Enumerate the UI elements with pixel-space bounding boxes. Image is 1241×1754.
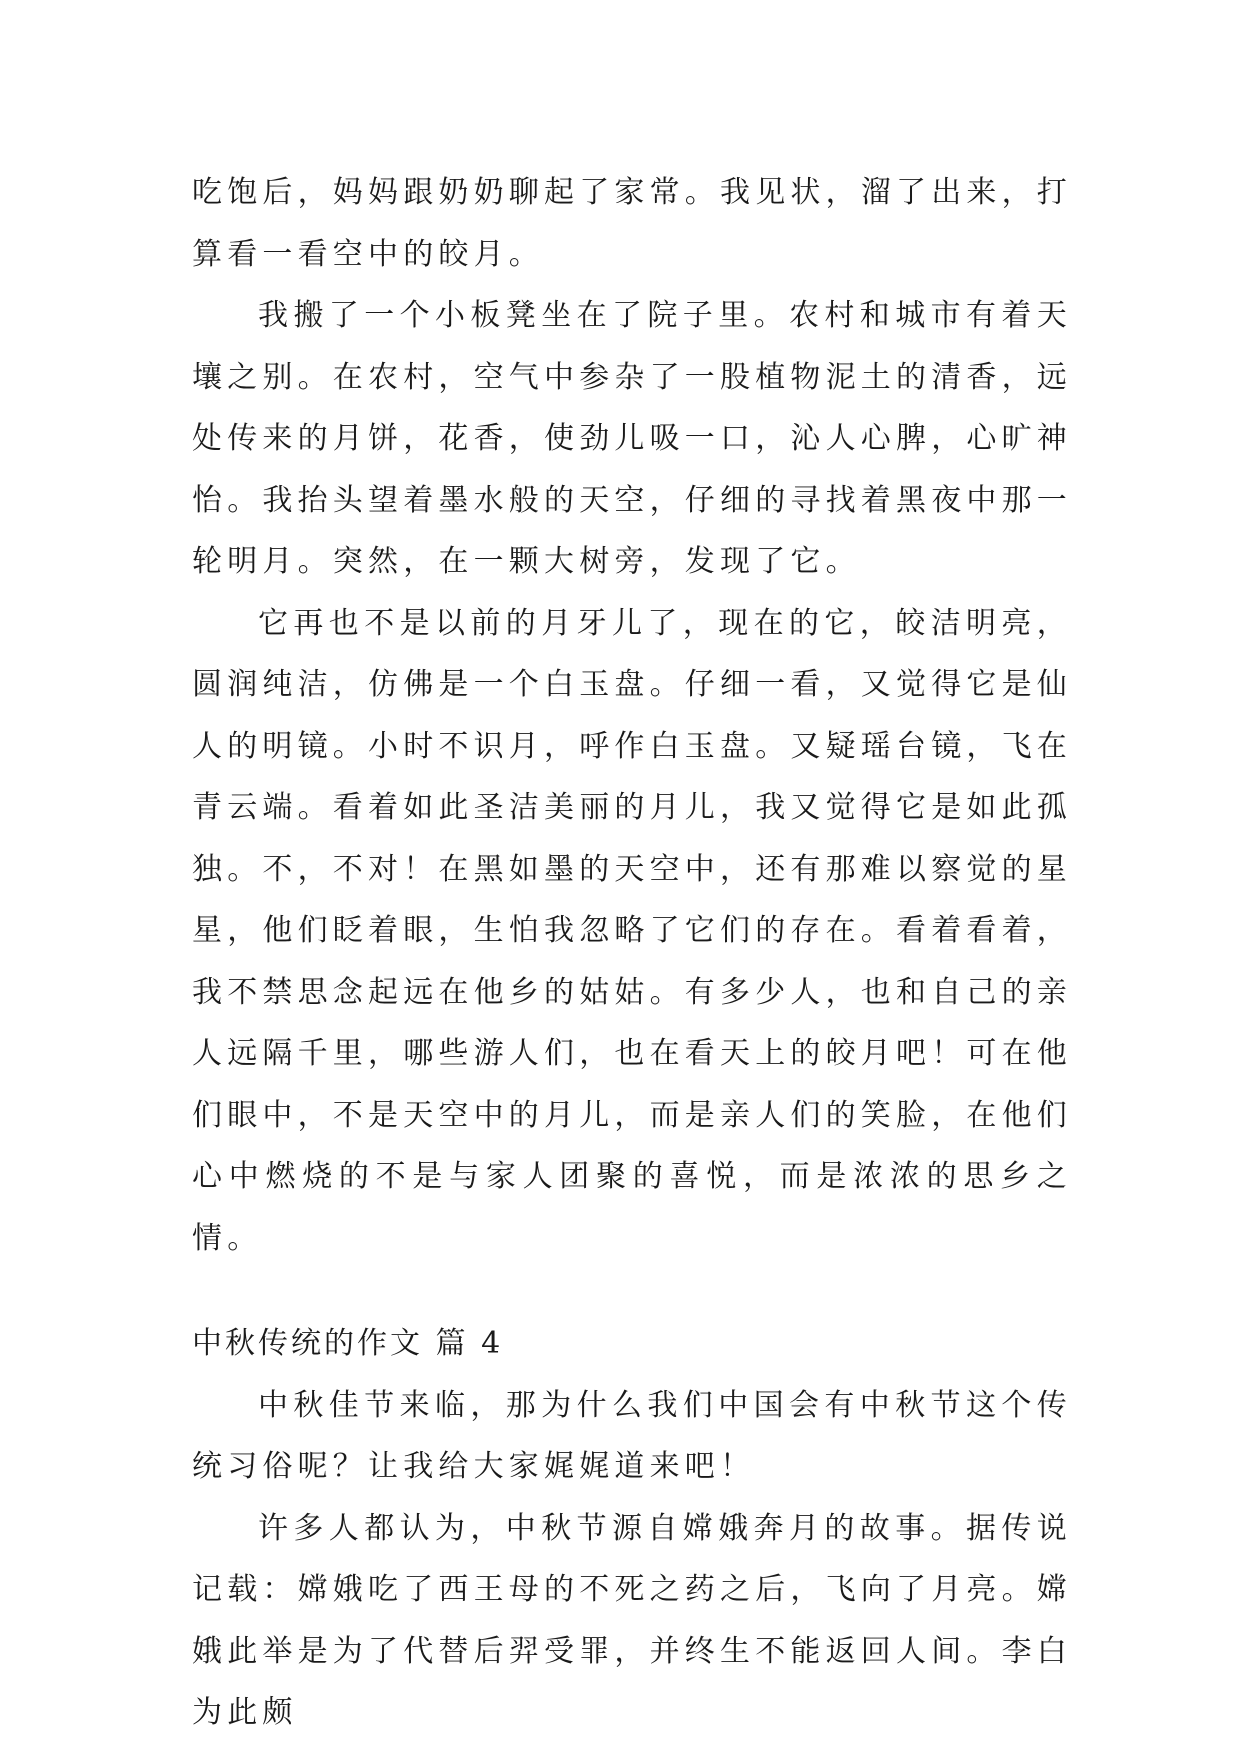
paragraph: 许多人都认为，中秋节源自嫦娥奔月的故事。据传说记载：嫦娥吃了西王母的不死之药之后，飞向了月亮。嫦娥此举是为了代替后羿受罪，并终生不能返回人间。李白为此颇	[192, 1510, 1072, 1730]
section-heading: 中秋传统的作文 篇 4	[192, 1326, 504, 1361]
document-body	[192, 162, 1072, 1744]
paragraph: 中秋佳节来临，那为什么我们中国会有中秋节这个传统习俗呢？让我给大家娓娓道来吧！	[192, 1387, 1072, 1484]
paragraph: 吃饱后，妈妈跟奶奶聊起了家常。我见状，溜了出来，打算看一看空中的皎月。	[192, 175, 1072, 272]
paragraph: 我搬了一个小板凳坐在了院子里。农村和城市有着天壤之别。在农村，空气中参杂了一股植物泥土的清香，远处传来的月饼，花香，使劲儿吸一口，沁人心脾，心旷神怡。我抬头望着墨水般的天空，仔细的寻找着黑夜中那一轮明月。突然，在一颗大树旁，发现了它。	[192, 298, 1072, 579]
paragraph: 它再也不是以前的月牙儿了，现在的它，皎洁明亮，圆润纯洁，仿佛是一个白玉盘。仔细一看，又觉得它是仙人的明镜。小时不识月，呼作白玉盘。又疑瑶台镜，飞在青云端。看着如此圣洁美丽的月儿，我又觉得它是如此孤独。不，不对！在黑如墨的天空中，还有那难以察觉的星星，他们眨着眼，生怕我忽略了它们的存在。看着看着，我不禁思念起远在他乡的姑姑。有多少人，也和自己的亲人远隔千里，哪些游人们，也在看天上的皎月吧！可在他们眼中，不是天空中的月儿，而是亲人们的笑脸，在他们心中燃烧的不是与家人团聚的喜悦，而是浓浓的思乡之情。	[192, 605, 1072, 1256]
